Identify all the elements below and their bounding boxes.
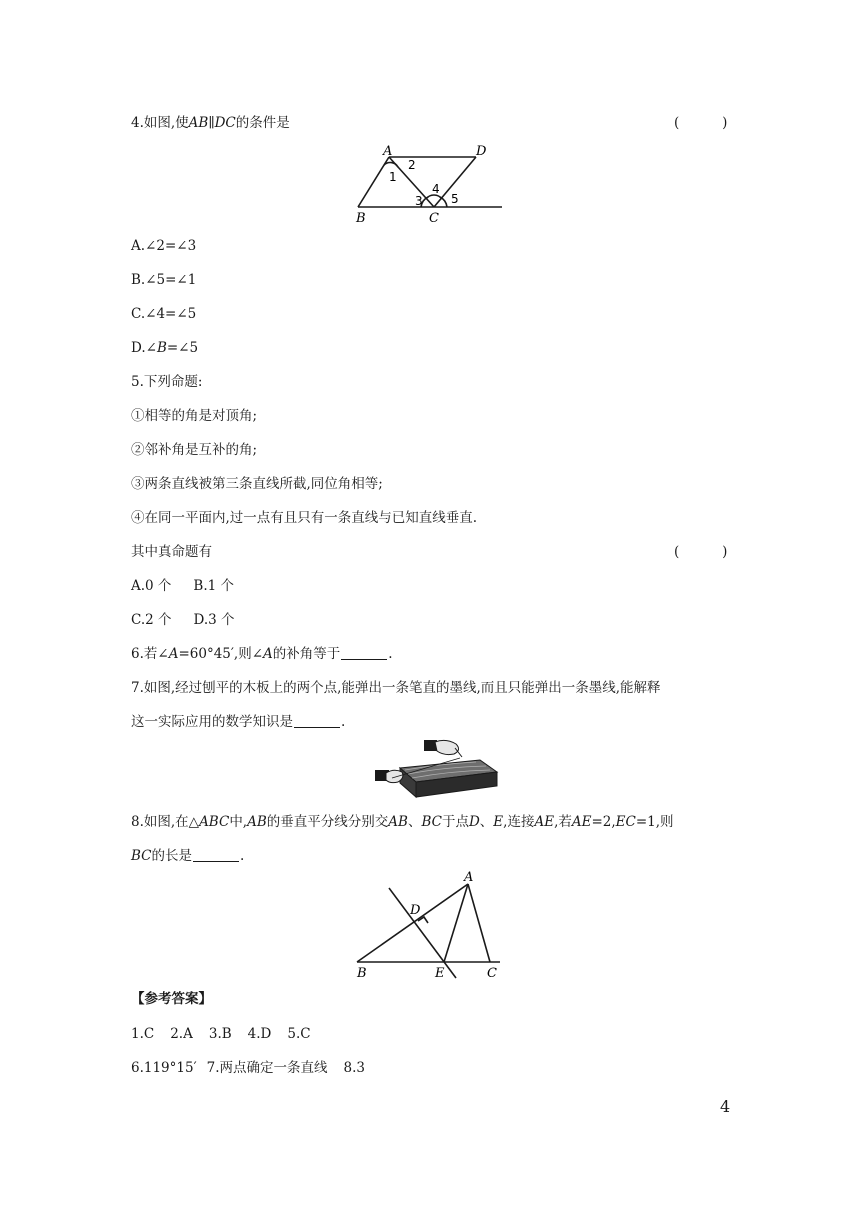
q8-var-e: E xyxy=(493,814,504,830)
q6-end: . xyxy=(388,646,393,662)
q8-text-16: =2, xyxy=(591,814,616,830)
q4-option-d-letter: D. xyxy=(131,340,146,356)
q4-suffix: 的条件是 xyxy=(235,115,290,131)
q8-label-b: B xyxy=(357,966,367,981)
q4-option-d-pre: ∠ xyxy=(145,340,157,356)
q5-option-c: C.2 个 xyxy=(131,612,172,628)
q5-option-d: D.3 个 xyxy=(193,612,235,628)
q5-option-a: A.0 个 xyxy=(131,578,172,594)
q4-option-d xyxy=(131,338,198,358)
q8-text-14: ,若 xyxy=(554,814,572,830)
answer-4: 4.D xyxy=(247,1026,272,1042)
page-number: 4 xyxy=(720,1097,731,1116)
q5-answer-paren: ( ) xyxy=(674,544,728,560)
q6-suffix: 的补角等于 xyxy=(272,646,341,662)
q5-stem: 5.下列命题: xyxy=(131,374,203,390)
q5-item-2: ②邻补角是互补的角; xyxy=(131,442,258,458)
q6-var2: A xyxy=(263,646,273,662)
q8-text-0: 8.如图,在△ xyxy=(131,814,200,830)
answer-8: 8.3 xyxy=(343,1060,366,1076)
q7-answer-blank[interactable] xyxy=(294,713,340,728)
q6-prefix: 6.若∠ xyxy=(131,646,169,662)
q4-prefix: 4.如图,使 xyxy=(131,115,189,131)
q4-option-d-var: B xyxy=(156,340,167,356)
q5-options-row2 xyxy=(131,610,235,630)
q8-var-abc: ABC xyxy=(199,814,230,830)
q6-var: A xyxy=(168,646,179,662)
q8-answer-blank[interactable] xyxy=(193,847,239,862)
q8-line1 xyxy=(131,812,674,832)
q4-label-a: A xyxy=(383,144,393,159)
q8-text-6: 、 xyxy=(407,814,422,830)
q4-math: AB∥DC xyxy=(188,115,236,131)
q5-options-row1 xyxy=(131,576,234,596)
answer-5: 5.C xyxy=(287,1026,311,1042)
q4-angle-3: 3 xyxy=(415,194,423,208)
q8-label-e: E xyxy=(435,966,445,981)
q8-var-ab2: AB xyxy=(388,814,408,830)
q5-item-4: ④在同一平面内,过一点有且只有一条直线与已知直线垂直. xyxy=(131,510,478,526)
q8-text-4: 的垂直平分线分别交 xyxy=(266,814,389,830)
q4-angle-2: 2 xyxy=(408,158,416,172)
q4-answer-paren: ( ) xyxy=(674,115,728,131)
q4-option-d-post: =∠5 xyxy=(166,340,199,356)
q4-option-b-text: ∠5=∠1 xyxy=(145,272,197,288)
q5-option-b: B.1 个 xyxy=(193,578,235,594)
q8-label-c: C xyxy=(487,966,497,981)
answer-3: 3.B xyxy=(208,1026,232,1042)
q8-var-ae: AE xyxy=(534,814,555,830)
q7-line1: 7.如图,经过刨平的木板上的两个点,能弹出一条笔直的墨线,而且只能弹出一条墨线,能解释 xyxy=(131,680,661,696)
q4-label-d: D xyxy=(476,144,487,159)
q8-text-8: 于点 xyxy=(441,814,469,830)
q4-option-c-letter: C. xyxy=(131,306,146,322)
q8-line2-suffix: 的长是 xyxy=(151,848,193,864)
answers-row2 xyxy=(131,1058,365,1078)
q7-line2-text: 这一实际应用的数学知识是 xyxy=(131,714,293,730)
q7-line2 xyxy=(131,712,345,732)
q8-var-d: D xyxy=(468,814,480,830)
q4-angle-4: 4 xyxy=(432,182,440,196)
q4-option-c-text: ∠4=∠5 xyxy=(145,306,197,322)
q8-var-ab: AB xyxy=(247,814,267,830)
answers-title: 【参考答案】 xyxy=(131,991,212,1007)
answer-2: 2.A xyxy=(170,1026,193,1042)
q4-label-b: B xyxy=(356,211,366,226)
q8-line2 xyxy=(131,846,244,866)
answer-7: 7.两点确定一条直线 xyxy=(206,1060,328,1076)
q4-label-c: C xyxy=(429,211,439,226)
q4-option-b-letter: B. xyxy=(131,272,146,288)
q5-question: 其中真命题有 xyxy=(131,544,212,560)
q5-item-1: ①相等的角是对顶角; xyxy=(131,408,258,424)
q4-option-a xyxy=(131,236,196,256)
q8-text-18: =1,则 xyxy=(635,814,674,830)
q7-end: . xyxy=(341,714,346,730)
q4-option-b xyxy=(131,270,196,290)
q8-end: . xyxy=(240,848,245,864)
q5-item-3: ③两条直线被第三条直线所截,同位角相等; xyxy=(131,476,383,492)
q4-option-a-letter: A. xyxy=(131,238,146,254)
q4-option-c xyxy=(131,304,196,324)
q4-option-a-text: ∠2=∠3 xyxy=(145,238,197,254)
q8-label-a: A xyxy=(464,870,474,885)
q8-var-bc2: BC xyxy=(131,848,152,864)
q8-var-bc: BC xyxy=(421,814,442,830)
q6-stem xyxy=(131,644,393,664)
answers-row1 xyxy=(131,1024,311,1044)
answer-1: 1.C xyxy=(131,1026,155,1042)
q8-text-2: 中, xyxy=(229,814,248,830)
q4-stem xyxy=(131,113,290,133)
q8-label-d: D xyxy=(410,903,421,918)
answer-6: 6.119°15′ xyxy=(131,1060,197,1076)
q4-angle-1: 1 xyxy=(389,170,397,184)
q8-var-ae2: AE xyxy=(571,814,592,830)
q8-var-ec: EC xyxy=(615,814,636,830)
q8-text-12: ,连接 xyxy=(503,814,535,830)
q6-answer-blank[interactable] xyxy=(341,645,387,660)
q4-angle-5: 5 xyxy=(451,192,459,206)
q6-mid: =60°45′,则∠ xyxy=(178,646,264,662)
q8-text-10: 、 xyxy=(479,814,494,830)
